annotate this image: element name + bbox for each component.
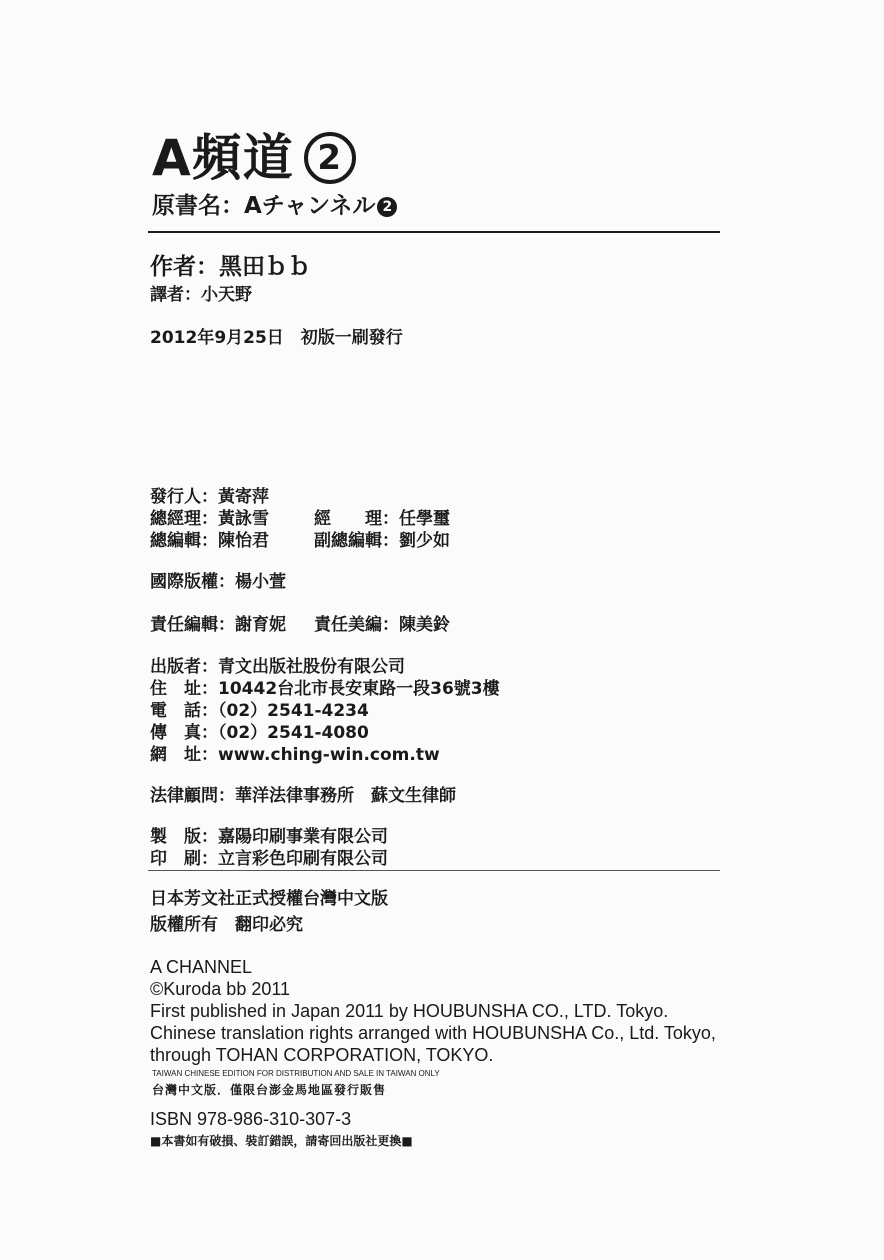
original-title <box>152 191 397 221</box>
chief-editor: 總編輯：陳怡君 <box>150 531 269 551</box>
printer: 印 刷：立言彩色印刷有限公司 <box>150 849 388 869</box>
damage-notice: ■本書如有破損、裝訂錯誤，請寄回出版社更換■ <box>150 1134 413 1148</box>
author: 作者：黑田ｂｂ <box>150 254 311 280</box>
manager: 經 理：任學璽 <box>314 509 450 529</box>
art-editor: 責任美編：陳美鈴 <box>314 615 450 635</box>
english-line-2: Chinese translation rights arranged with HOUBUNSHA Co., Ltd. Tokyo, <box>150 1023 716 1043</box>
company-phone: 電 話：（02）2541-4234 <box>150 701 369 721</box>
title-divider <box>148 231 720 233</box>
original-title-text: 原書名：Aチャンネル <box>152 193 376 219</box>
bottom-divider <box>148 870 720 871</box>
distribution-english: TAIWAN CHINESE EDITION FOR DISTRIBUTION AND SALE IN TAIWAN ONLY <box>152 1069 440 1078</box>
english-line-3: through TOHAN CORPORATION, TOKYO. <box>150 1045 494 1065</box>
company-address: 住 址：10442台北市長安東路一段36號3樓 <box>150 679 500 699</box>
rights-manager: 國際版權：楊小萱 <box>150 572 286 592</box>
company-fax: 傳 真：（02）2541-4080 <box>150 723 369 743</box>
general-manager: 總經理：黃詠雪 <box>150 509 269 529</box>
responsible-editor: 責任編輯：謝育妮 <box>150 615 286 635</box>
english-copyright: ©Kuroda bb 2011 <box>150 979 291 999</box>
publish-date: 2012年9月25日 初版一刷發行 <box>150 328 403 348</box>
legal-advisor: 法律顧問：華洋法律事務所 蘇文生律師 <box>150 786 456 806</box>
translator: 譯者：小天野 <box>150 285 252 305</box>
original-volume-number: 2 <box>377 197 397 217</box>
plate-maker: 製 版：嘉陽印刷事業有限公司 <box>150 827 388 847</box>
deputy-chief-editor: 副總編輯：劉少如 <box>314 531 450 551</box>
book-title <box>152 128 356 188</box>
book-title-text: A頻道 <box>152 129 294 187</box>
authorization-line-1: 日本芳文社正式授權台灣中文版 <box>150 889 388 909</box>
distribution-chinese: 台灣中文版．僅限台澎金馬地區發行販售 <box>152 1083 387 1097</box>
english-line-1: First published in Japan 2011 by HOUBUNSHA CO., LTD. Tokyo. <box>150 1001 669 1021</box>
isbn: ISBN 978-986-310-307-3 <box>150 1109 352 1129</box>
company-website: 網 址：www.ching-win.com.tw <box>150 745 440 765</box>
publisher-company: 出版者：青文出版社股份有限公司 <box>150 657 405 677</box>
english-title: A CHANNEL <box>150 957 253 977</box>
authorization-line-2: 版權所有 翻印必究 <box>150 915 303 935</box>
volume-number: 2 <box>304 132 356 184</box>
publisher-person: 發行人：黃寄萍 <box>150 487 269 507</box>
